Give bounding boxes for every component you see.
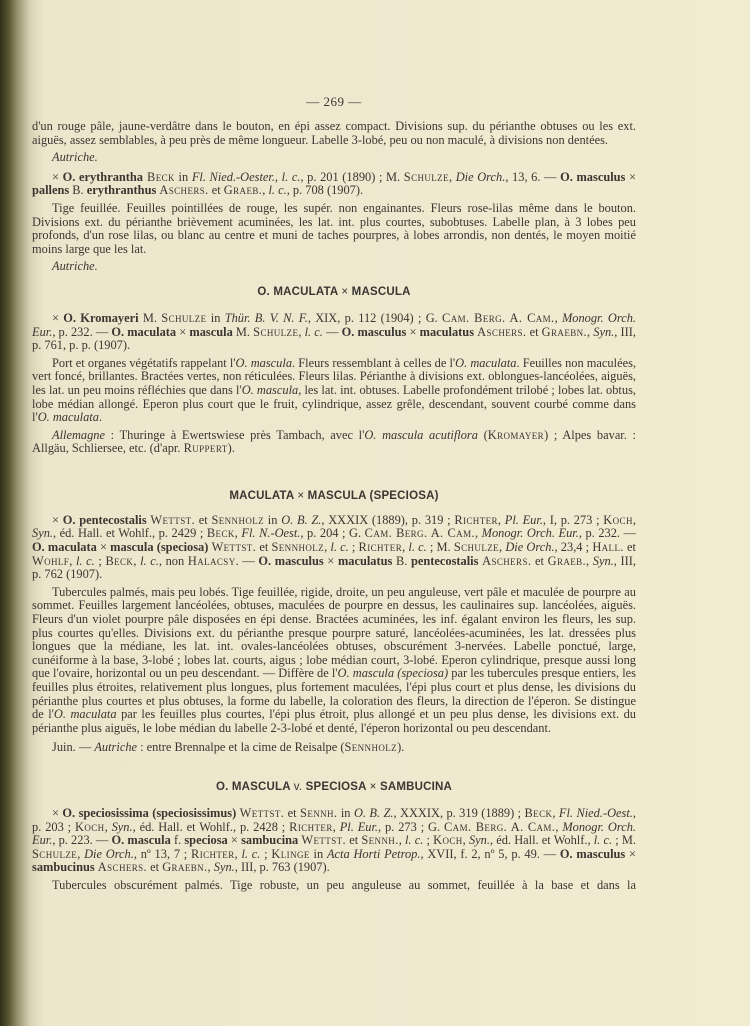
author-name: Aschers.	[477, 324, 527, 339]
italic-text: Fl. Nied.-Oester., l. c.	[191, 169, 301, 184]
author-name: Aschers.	[159, 183, 209, 198]
paragraph	[32, 741, 636, 755]
text-run: in	[174, 169, 192, 184]
text-run: MASCULA	[348, 285, 411, 298]
text-run: , p. 204 ; G.	[300, 526, 365, 541]
text-run: par les tubercules presque entiers, les feuilles plus étroites, relativement plus longues, plus fortement maculées, l'épi plus court et plus dense, les divisions du périanthe plus courtes et plus obtuses, la forme du labelle, la coloration des fleurs, la direction de l'éperon. Se distingue de l'	[32, 666, 637, 722]
author-name: Beck	[206, 526, 235, 541]
author-name: Wettst.	[150, 512, 196, 527]
italic-text: l. c.	[75, 553, 95, 568]
text-run: ).	[227, 441, 235, 456]
taxon-name: O. masculus	[341, 324, 407, 339]
italic-text: Syn.	[32, 526, 53, 541]
text-run: ) ; Alpes bavar. : Allgäu, Schliersee, etc. (d'apr.	[32, 427, 636, 456]
text-run: ×	[52, 805, 63, 820]
text-run: ,	[207, 860, 214, 875]
taxon-name: O. masculus	[258, 553, 324, 568]
paragraph	[32, 202, 636, 256]
text-run: ,	[234, 846, 242, 861]
text-run: in	[337, 805, 354, 820]
italic-text: l. c.	[404, 833, 424, 848]
author-name: Cam. Berg. A. Cam.	[442, 310, 555, 325]
text-run: —	[322, 324, 342, 339]
text-run: ×	[341, 285, 349, 298]
italic-text: Monogr. Orch. Eur.	[481, 526, 579, 541]
text-run: ×	[227, 833, 242, 848]
author-name: Beck	[143, 169, 175, 184]
text-run: ,	[587, 324, 594, 339]
text-run: , 13, 6. —	[505, 169, 561, 184]
italic-text: O. mascula	[235, 355, 293, 370]
italic-text: Syn.	[213, 860, 235, 875]
text-run: ×	[176, 324, 190, 339]
taxon-name: speciosa	[184, 833, 228, 848]
text-run: . Fleurs ressemblant à celles de l'	[292, 355, 456, 370]
italic-text: l. c.	[408, 540, 427, 555]
text-run: O. MASCULA	[215, 780, 294, 793]
taxon-name: O. erythrantha	[62, 169, 143, 184]
text-run: ×	[96, 540, 111, 555]
text-run: : entre Brennalpe et la cime de Reisalpe (	[137, 740, 345, 755]
author-name: Aschers.	[97, 860, 148, 875]
author-name: Sennholz	[344, 740, 398, 755]
text-run: .	[98, 410, 103, 425]
author-name: Graebn.	[162, 860, 208, 875]
section-heading	[32, 286, 636, 298]
text-run: in	[264, 512, 282, 527]
text-run: in	[309, 846, 327, 861]
text-run: ×	[323, 553, 338, 568]
text-run: ,	[552, 805, 559, 820]
text-run: , III, p. 761, p. p. (1907).	[32, 324, 636, 353]
text-run: M.	[138, 310, 162, 325]
text-run: , p. 232. —	[52, 324, 112, 339]
text-run: , p. 223. —	[52, 833, 112, 848]
taxon-name: pallens	[32, 183, 70, 198]
text-run: ×	[297, 489, 305, 502]
paragraph	[32, 429, 636, 456]
text-run: . Feuilles non maculées, vert foncé, brillantes. Bractées vertes, non réticulées. Fleurs lilas. Périanthe à divisions ext. oblongues-lancéolées, aiguës, les lat. un peu moins réfléchies que dans l'	[32, 355, 636, 397]
author-name: Koch	[75, 819, 105, 834]
author-name: Hall.	[592, 540, 624, 555]
taxon-name: O. masculus	[559, 846, 626, 861]
page-number: — 269 —	[306, 94, 362, 109]
text-run: ; M.	[426, 540, 454, 555]
author-name: Richter	[358, 540, 403, 555]
italic-text: Autriche.	[52, 150, 98, 165]
text-run: ×	[52, 169, 63, 184]
taxon-name: maculatus	[337, 553, 393, 568]
text-run: , nº 13, 7 ;	[133, 846, 192, 861]
text-run: . —	[235, 553, 259, 568]
text-run: et	[346, 833, 362, 848]
author-name: Schulze	[161, 310, 207, 325]
author-name: Graebn.	[541, 324, 588, 339]
text-run: Juin. —	[52, 740, 95, 755]
author-name: Wohlf	[32, 553, 70, 568]
text-run: ,	[69, 553, 76, 568]
text-run: , éd. Hall. et Wohlf., p. 2428 ;	[132, 819, 290, 834]
taxon-name: mascula	[189, 324, 233, 339]
text-run: ,	[133, 553, 141, 568]
italic-text: l. c.	[140, 553, 159, 568]
author-name: Sennh.	[300, 805, 338, 820]
italic-text: l. c.	[304, 324, 323, 339]
text-run: et	[284, 805, 301, 820]
text-run: ,	[262, 183, 269, 198]
taxon-name: O. pentecostalis	[62, 512, 147, 527]
text-run: ,	[77, 846, 85, 861]
text-run: ,	[499, 540, 506, 555]
author-name: Cam. Berg. A. Cam.	[364, 526, 475, 541]
author-name: Wettst.	[211, 540, 257, 555]
author-name: Kromayer	[487, 427, 545, 442]
paragraph	[32, 260, 636, 274]
text-run: Tubercules obscurément palmés. Tige robuste, un peu anguleuse au sommet, feuillée à la base et dans la	[52, 877, 636, 892]
text-run: , III, p. 762 (1907).	[32, 553, 637, 582]
paragraph	[32, 312, 636, 353]
paragraph	[32, 171, 636, 198]
italic-text: Die Orch.	[455, 169, 506, 184]
italic-text: O. mascula	[241, 382, 299, 397]
text-run: Port et organes végétatifs rappelant l'	[52, 355, 236, 370]
italic-text: Thür. B. V. N. F.	[224, 310, 308, 325]
text-run: , I, p. 273 ;	[542, 512, 604, 527]
italic-text: Syn.	[111, 819, 133, 834]
text-run: ,	[402, 540, 409, 555]
text-run: ,	[332, 819, 340, 834]
author-name: Beck	[524, 805, 553, 820]
text-run: ×	[369, 780, 377, 793]
paragraph	[32, 514, 636, 582]
author-name: Graeb.	[223, 183, 263, 198]
section-heading	[32, 490, 636, 502]
italic-text: Monogr. Orch. Eur.	[32, 819, 636, 848]
taxon-name: O. masculus	[560, 169, 626, 184]
taxon-name: O. Kromayeri	[63, 310, 139, 325]
taxon-name: sambucinus	[32, 860, 95, 875]
text-run: ,	[632, 512, 636, 527]
italic-text: O. B. Z.	[281, 512, 322, 527]
text-run: ;	[94, 553, 106, 568]
text-run: ,	[234, 526, 242, 541]
text-run: (	[477, 427, 488, 442]
author-name: Aschers.	[482, 553, 532, 568]
taxon-name: erythranthus	[86, 183, 157, 198]
italic-text: Syn.	[592, 553, 614, 568]
text-run: : Thuringe à Ewertswiese près Tambach, avec l'	[105, 427, 365, 442]
text-run: et	[256, 540, 272, 555]
text-run: ,	[586, 553, 593, 568]
taxon-name: maculatus	[419, 324, 475, 339]
author-name: Cam. Berg. A. Cam.	[444, 819, 556, 834]
text-run: , éd. Hall. et Wohlf., p. 2429 ;	[53, 526, 207, 541]
text-run: B.	[392, 553, 411, 568]
text-run: in	[206, 310, 225, 325]
taxon-name: sambucina	[241, 833, 299, 848]
text-run: , p. 273 ; G.	[378, 819, 444, 834]
text-run: B.	[69, 183, 87, 198]
text-run: MACULATA	[229, 489, 298, 502]
text-run: , p. 201 (1890) ; M.	[300, 169, 404, 184]
text-run: ;	[423, 833, 434, 848]
author-name: Halacsy	[187, 553, 236, 568]
taxon-name: mascula (speciosa)	[110, 540, 209, 555]
italic-text: Syn.	[593, 324, 615, 339]
section-heading	[32, 781, 636, 793]
taxon-name: O. mascula	[111, 833, 171, 848]
author-name: Schulze	[32, 846, 78, 861]
italic-text: O. maculata	[37, 410, 99, 425]
author-name: Sennholz	[271, 540, 325, 555]
italic-text: l. c.	[593, 833, 613, 848]
page-body	[32, 120, 636, 893]
author-name: Richter	[191, 846, 235, 861]
text-run: ,	[462, 833, 469, 848]
italic-text: Die Orch.	[505, 540, 555, 555]
italic-text: O. maculata	[455, 355, 517, 370]
text-run: O. MACULATA	[257, 285, 342, 298]
text-run: , p. 203 ;	[32, 805, 636, 834]
italic-text: O. mascula (speciosa)	[337, 666, 449, 681]
paragraph	[32, 807, 636, 875]
author-name: Koch	[603, 512, 633, 527]
text-run: ×	[406, 324, 420, 339]
italic-text: Fl. N.-Oest.	[241, 526, 301, 541]
author-name: Sennholz	[211, 512, 265, 527]
author-name: Richter	[454, 512, 498, 527]
text-run: , les lat. int. obtuses. Labelle profondément trilobé ; lobes lat. obtus, lobe médian allongé. Eperon plus court que le fruit, cylindrique, assez grêle, descendant, souvent courbé comme dans l'	[32, 382, 636, 425]
italic-text: l. c.	[268, 183, 287, 198]
text-run: ; M.	[612, 833, 636, 848]
author-name: Graeb.	[547, 553, 587, 568]
italic-text: Die Orch.	[84, 846, 134, 861]
text-run: , p. 708 (1907).	[286, 183, 364, 198]
text-run: SAMBUCINA	[376, 780, 453, 793]
text-run: ,	[497, 512, 505, 527]
italic-text: Autriche	[94, 740, 138, 755]
text-run: SPECIOSA	[302, 780, 370, 793]
italic-text: Pl. Eur.	[504, 512, 543, 527]
text-run: Tubercules palmés, mais peu lobés. Tige feuillée, rigide, droite, un peu anguleuse, vert pâle et maculée de pourpre au sommet. Feuilles largement lancéolées, obtuses, maculées de pourpre en dessus, les caulinaires sup. lancéolées, aiguës. Fleurs d'un violet pourpre pâle disposées en épi dense. Bractées acuminées, les inf. égalant environ les fleurs, les sup. plus courtes qu'elles. Divisions ext. du périanthe presque pourpre saturé, lancéolées-acuminées, les lat. dressées plus longues que la médiane, les lat. int. ovales-lancéolées obtuses, obscurément 3-nervées. Labelle ponctué, large, cunéiforme à la base, 3-lobé ; lobes lat. courts, aigus ; lobe médian court, 3-lobé. Eperon cylindrique, presque aussi long que l'ovaire, horizontal ou un peu descendant. — Diffère de l'	[32, 584, 636, 681]
author-name: Sennh.	[361, 833, 399, 848]
text-run: MASCULA (SPECIOSA)	[304, 489, 439, 502]
text-run: ).	[397, 740, 405, 755]
text-run: ,	[324, 540, 331, 555]
paragraph	[32, 120, 636, 147]
text-run: , p. 232. —	[578, 526, 636, 541]
italic-text: O. maculata	[53, 707, 117, 722]
italic-text: Syn.	[468, 833, 490, 848]
text-run: , éd. Hall. et Wohlf.,	[489, 833, 594, 848]
author-name: Wettst.	[301, 833, 347, 848]
document-page	[32, 94, 636, 893]
text-run: d'un rouge pâle, jaune-verdâtre dans le bouton, en épi assez compact. Divisions sup. du périanthe obtuses ou les ext. aiguës, assez semblables, à peu près de même longueur. Labelle 3-lobé, peu ou non maculé, à divisions non dentées.	[32, 119, 636, 147]
text-run: par les feuilles plus courtes, l'épi plus étroit, plus allongé et un peu plus dense, les divisions ext. du périanthe plus aiguës, le lobe médian du labelle 2-3-lobé et denté, l'éperon horizontal ou peu descendant.	[32, 707, 636, 735]
text-run: ×	[52, 512, 63, 527]
text-run: , XXXIX, p. 319 (1889) ;	[393, 805, 525, 820]
italic-text: l. c.	[241, 846, 261, 861]
author-name: Ruppert	[183, 441, 228, 456]
text-run: ,	[554, 310, 562, 325]
italic-text: Pl. Eur.	[339, 819, 379, 834]
paragraph	[32, 586, 636, 736]
author-name: Richter	[289, 819, 333, 834]
author-name: Koch	[433, 833, 463, 848]
paragraph	[32, 151, 636, 165]
taxon-name: O. maculata	[111, 324, 177, 339]
text-run: et	[623, 540, 636, 555]
text-run: , 23,4 ;	[554, 540, 593, 555]
text-run: ,	[474, 526, 482, 541]
text-run: ,	[104, 819, 112, 834]
text-run: ,	[398, 833, 405, 848]
text-run: et	[147, 860, 163, 875]
text-run: , non	[158, 553, 188, 568]
text-run: , XVII, f. 2, nº 5, p. 49. —	[420, 846, 560, 861]
italic-text: l. c.	[330, 540, 349, 555]
italic-text: O. mascula acutiflora	[364, 427, 478, 442]
taxon-name: O. maculata	[32, 540, 97, 555]
text-run: ;	[260, 846, 272, 861]
text-run: ,	[448, 169, 456, 184]
author-name: Schulze	[403, 169, 449, 184]
text-run: ,	[298, 324, 305, 339]
text-run: ,	[555, 819, 563, 834]
italic-text: Acta Horti Petrop.	[326, 846, 421, 861]
taxon-name: pentecostalis	[410, 553, 479, 568]
text-run: ;	[348, 540, 359, 555]
text-run: , XXXIX (1889), p. 319 ;	[321, 512, 455, 527]
author-name: Schulze	[453, 540, 500, 555]
text-run: v.	[293, 780, 303, 793]
author-name: Beck	[105, 553, 134, 568]
text-run: , XIX, p. 112 (1904) ; G.	[307, 310, 443, 325]
text-run: f.	[170, 833, 185, 848]
text-run: Tige feuillée. Feuilles pointillées de rouge, les supér. non engainantes. Fleurs rose-lilas même dans le bouton. Divisions ext. du périanthe brièvement acuminées, les lat. int. plus courtes, subobtuses. Labelle plan, à 3 lobes peu profonds, d'un rose lilas, ou blanc au centre et muni de taches pourpres, à lobes arrondis, non dentés, le moyen moitié moins large que les lat.	[32, 200, 636, 256]
italic-text: Fl. Nied.-Oest.	[558, 805, 633, 820]
text-run: , III, p. 763 (1907).	[234, 860, 330, 875]
italic-text: Monogr. Orch. Eur.	[32, 310, 636, 339]
author-name: Klinge	[271, 846, 310, 861]
italic-text: O. B. Z.	[353, 805, 394, 820]
text-run: M.	[232, 324, 254, 339]
taxon-name: O. speciosissima (speciosissimus)	[62, 805, 237, 820]
text-run: et	[526, 324, 542, 339]
text-run: ×	[625, 846, 637, 861]
text-run: ×	[52, 310, 64, 325]
author-name: Schulze	[253, 324, 299, 339]
text-run: et	[195, 512, 212, 527]
paragraph	[32, 357, 636, 425]
text-run: et	[531, 553, 548, 568]
text-run: ×	[625, 169, 636, 184]
italic-text: Allemagne	[52, 427, 105, 442]
italic-text: Autriche.	[52, 259, 98, 274]
text-run: et	[208, 183, 224, 198]
author-name: Wettst.	[239, 805, 285, 820]
paragraph	[32, 879, 636, 893]
